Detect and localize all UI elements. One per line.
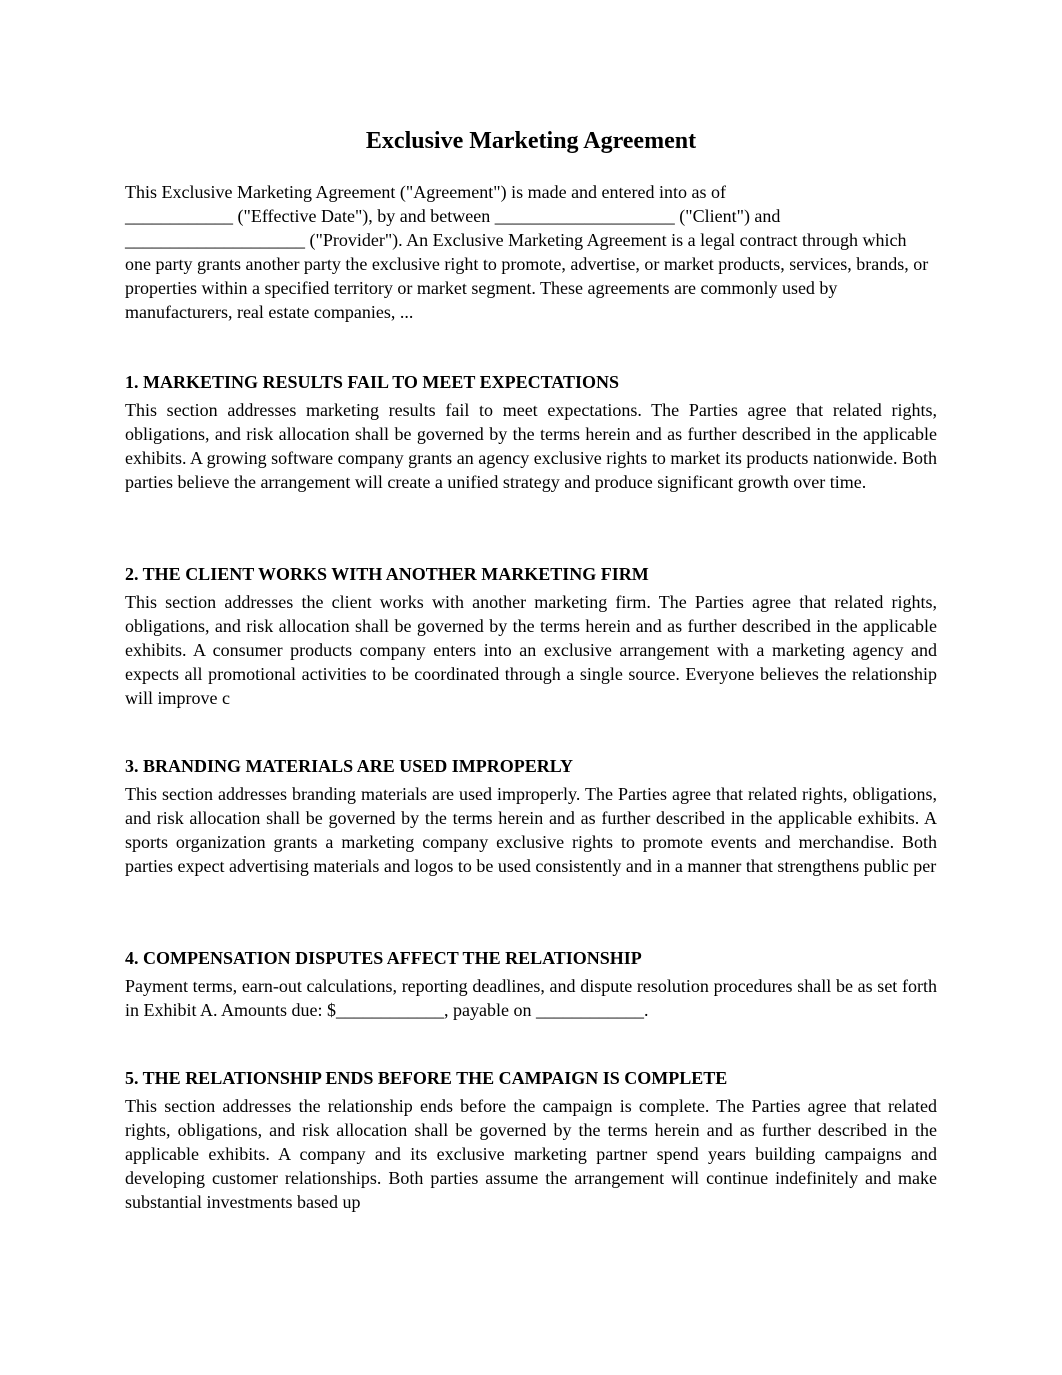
- section-3-body: This section addresses branding materials are used improperly. The Parties agree that related rights, obligations, and risk allocation shall be governed by the terms herein and as further described in the applicable exhibits. A sports organization grants a marketing company exclusive rights to promote events and merchandise. Both parties expect advertising materials and logos to be used consistently and in a manner that strengthens public per: [125, 784, 937, 876]
- intro-text-1: This Exclusive Marketing Agreement ("Agreement") is made and entered into as of: [125, 182, 727, 202]
- section-2-body: This section addresses the client works with another marketing firm. The Parties agree that related rights, obligations, and risk allocation shall be governed by the terms herein and as further described in the applicable exhibits. A consumer products company enters into an exclusive arrangement with a marketing agency and expects all promotional activities to be coordinated through a single source. Everyone believes the relationship will improve c: [125, 592, 937, 708]
- provider-name-blank: ____________________: [125, 230, 305, 250]
- intro-text-3: ("Client") and: [674, 206, 781, 226]
- amount-due-blank: ____________: [336, 1000, 445, 1020]
- intro-paragraph: [125, 180, 937, 324]
- effective-date-blank: ____________: [125, 206, 233, 226]
- section-5-heading: 5. THE RELATIONSHIP ENDS BEFORE THE CAMPAIGN IS COMPLETE: [125, 1068, 728, 1088]
- intro-text-2: ("Effective Date"), by and between: [233, 206, 495, 226]
- intro-text-4: ("Provider"). An Exclusive Marketing Agreement is a legal contract through which one party grants another party the exclusive right to promote, advertise, or market products, services, brands, or properties within a specified territory or market segment. These agreements are commonly used by manufacturers, real estate companies, ...: [125, 230, 929, 322]
- section-4-text-1: Payment terms, earn-out calculations, reporting deadlines, and dispute resolution procedures shall be as set forth in Exhibit A. Amounts due: $: [125, 976, 937, 1020]
- section-1-body: This section addresses marketing results fail to meet expectations. The Parties agree that related rights, obligations, and risk allocation shall be governed by the terms herein and as further described in the applicable exhibits. A growing software company grants an agency exclusive rights to market its products nationwide. Both parties believe the arrangement will create a unified strategy and produce significant growth over time.: [125, 400, 937, 492]
- section-2: [125, 562, 937, 710]
- section-2-heading: 2. THE CLIENT WORKS WITH ANOTHER MARKETING FIRM: [125, 564, 649, 584]
- section-1: [125, 370, 937, 494]
- section-5-body: This section addresses the relationship ends before the campaign is complete. The Parties agree that related rights, obligations, and risk allocation shall be governed by the terms herein and as further described in the applicable exhibits. A company and its exclusive marketing partner spend years building campaigns and developing customer relationships. Both parties assume the arrangement will continue indefinitely and make substantial investments based up: [125, 1096, 937, 1212]
- section-4-body: [125, 974, 937, 1022]
- client-name-blank: ____________________: [494, 206, 675, 226]
- section-4: [125, 946, 937, 1022]
- section-4-text-3: .: [643, 1000, 649, 1020]
- section-3-heading: 3. BRANDING MATERIALS ARE USED IMPROPERLY: [125, 756, 574, 776]
- section-4-text-2: , payable on: [444, 1000, 536, 1020]
- document-title: Exclusive Marketing Agreement: [365, 128, 697, 154]
- section-4-heading: 4. COMPENSATION DISPUTES AFFECT THE RELATIONSHIP: [125, 948, 642, 968]
- section-5: [125, 1066, 937, 1214]
- section-3: [125, 754, 937, 878]
- payable-date-blank: ____________: [535, 1000, 644, 1020]
- section-1-heading: 1. MARKETING RESULTS FAIL TO MEET EXPECTATIONS: [125, 372, 619, 392]
